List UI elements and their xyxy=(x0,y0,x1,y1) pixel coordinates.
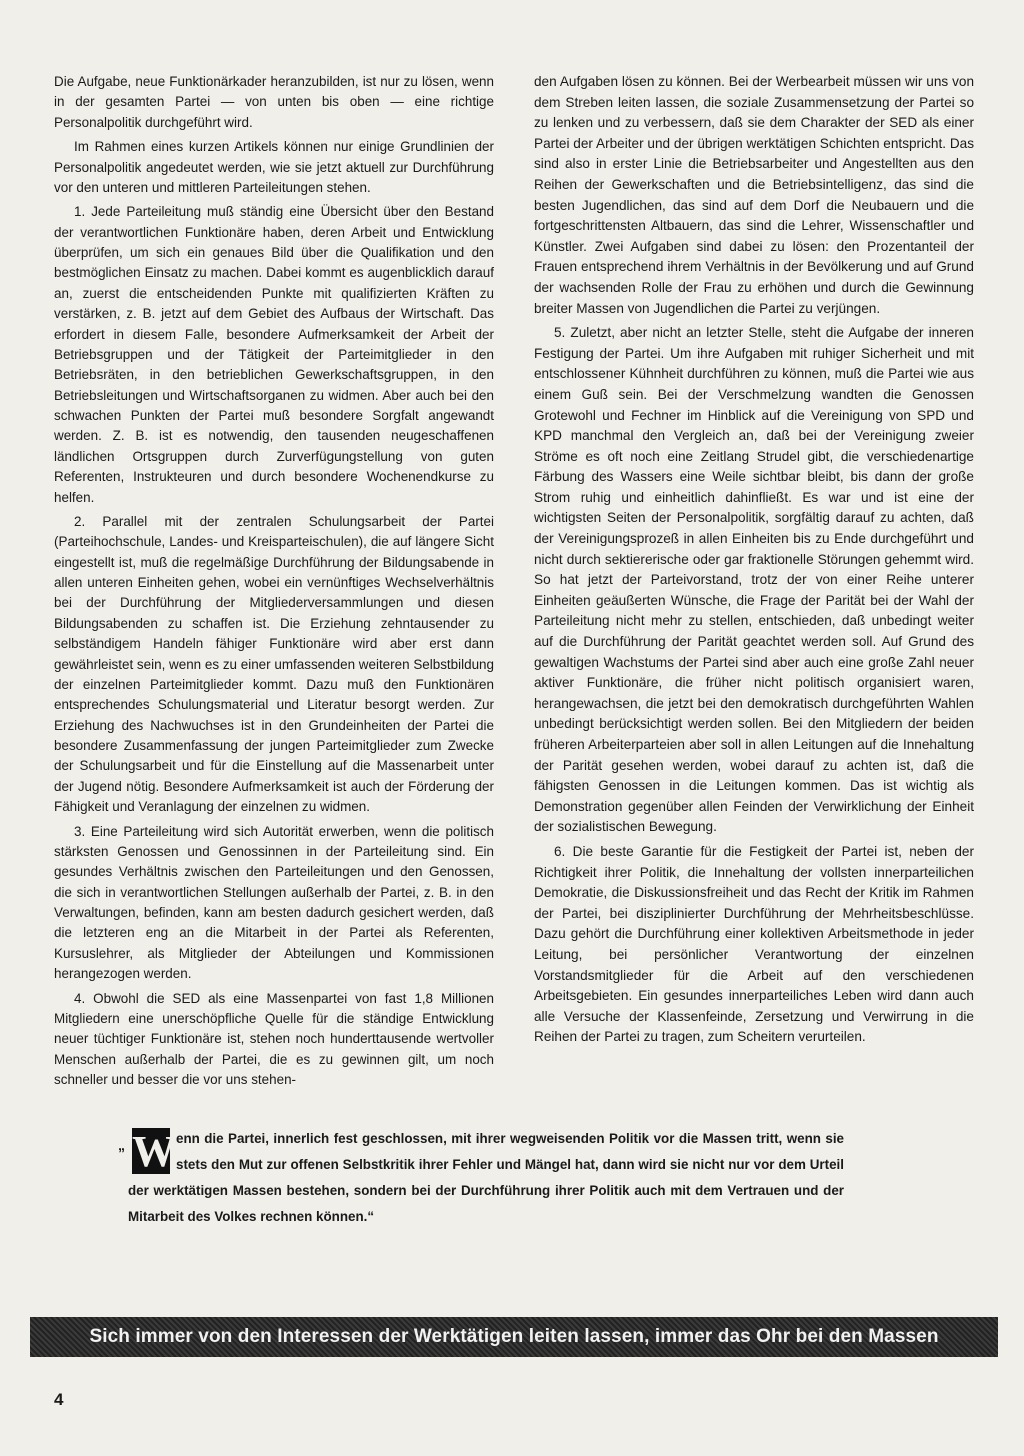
paragraph: 2. Parallel mit der zentralen Schulungsarbeit der Partei (Parteihochschule, Landes- und Kreisparteischulen), die auf längere Sicht eingestellt ist, muß die regelmäßige Durchführung der Bildungsabende in allen unteren Einheiten gehen, wobei ein vernünftiges Wechselverhältnis bei der Durchführung der Mitgliederversammlungen und diesen Bildungsabenden zu schaffen ist. Die Erziehung zehntausender zu selbständigem Handeln fähiger Funktionäre wird aber erst dann gewährleistet sein, wenn es zu einer umfassenden weiteren Selbstbildung der einzelnen Parteimitglieder kommt. Dazu muß den Funktionären entsprechendes Schulungsmaterial und Literatur besorgt werden. Zur Erziehung des Nachwuchses ist in den Grundeinheiten der Partei die besondere Zusammenfassung der jungen Parteimitglieder zum Zwecke der Schulungsarbeit und für die Einstellung auf die Massenarbeit unter der Jugend nötig. Besondere Aufmerksamkeit ist auch der Förderung der Fähigkeit und Veranlagung der einzelnen zu widmen. xyxy=(54,513,494,815)
drop-cap-initial: W xyxy=(132,1127,176,1176)
paragraph: Die Aufgabe, neue Funktionärkader heranzubilden, ist nur zu lösen, wenn in der gesamten Partei — von unten bis oben — eine richtige Personalpolitik durchgeführt wird. xyxy=(54,74,494,130)
paragraph: den Aufgaben lösen zu können. Bei der Werbearbeit müssen wir uns von dem Streben leiten lassen, die soziale Zusammensetzung der Partei so zu lenken und zu verbessern, daß sie dem Charakter der SED als einer Partei der Arbeiter und der übrigen werktätigen Schichten entspricht. Das sind also in erster Linie die Betriebsarbeiter und Angestellten aus den Reihen der Gewerkschaften und die Betriebsintelligenz, das sind die besten Jugendlichen, das sind auf dem Dorf die Neubauern und die fortgeschrittensten Altbauern, das sind die Lehrer, Wissenschaftler und Künstler. Zwei Aufgaben sind dabei zu lösen: den Prozentanteil der Frauen entsprechend ihrem Verhältnis in der Bevölkerung und auf Grund der wachsenden Rolle der Frau zu erhöhen und durch die Gewinnung breiter Massen von Jugendlichen die Partei zu verjüngen. xyxy=(534,74,974,316)
paragraph: 4. Obwohl die SED als eine Massenpartei von fast 1,8 Millionen Mitgliedern eine unerschöpfliche Quelle für die ständige Entwicklung neuer tüchtiger Funktionäre ist, stehen noch hunderttausende wertvoller Menschen außerhalb der Partei, die es zu gewinnen gilt, um noch schneller und besser die vor uns stehen- xyxy=(54,990,494,1087)
paragraph: 6. Die beste Garantie für die Festigkeit der Partei ist, neben der Richtigkeit ihrer Politik, die Innehaltung der vollsten innerparteilichen Demokratie, die Diskussionsfreiheit und das Recht der Kritik im Rahmen der Partei, bei disziplinierter Durchführung der Mehrheitsbeschlüsse. Dazu gehört die Durchführung einer kollektiven Arbeitsmethode in jeder Leitung, bei persönlicher Verantwortung der einzelnen Vorstandsmitglieder für die Arbeit auf den verschiedenen Arbeitsgebieten. Ein gesundes innerparteiliches Leben wird dann auch alle Versuche der Klassenfeinde, Zersetzung und Verwirrung in die Reihen der Partei zu tragen, zum Scheitern verurteilen. xyxy=(534,843,974,1045)
paragraph: 5. Zuletzt, aber nicht an letzter Stelle, steht die Aufgabe der inneren Festigung der Partei. Um ihre Aufgaben mit ruhiger Sicherheit und mit entschlossener Kühnheit durchführen zu können, muß die Partei wie aus einem Guß sein. Bei der Verschmelzung wandten die Genossen Grotewohl und Fechner im Hinblick auf die Vereinigung von SPD und KPD manchmal den Vergleich an, daß bei der Vereinigung zweier Ströme es oft noch eine Zeitlang Strudel gibt, die verschiedenartige Färbung des Wassers eine Weile sichtbar bleibt, bis dann der große Strom ruhig und einheitlich dahinfließt. Es war und ist eine der wichtigsten Seiten der Personalpolitik, sorgfältig darauf zu achten, daß der Vereinigungsprozeß in allen Einheiten bis zu Ende durchgeführt und nicht durch sektiererische oder gar fraktionelle Störungen gehemmt wird. So hat jetzt der Parteivorstand, trotz der von einer Reihe unterer Einheiten geäußerten Wünsche, die Frage der Parität bei der Wahl der Parteileitung nicht mehr zu stellen, entschieden, daß unbedingt weiter auf die Durchführung der Parität geachtet werden soll. Auf Grund des gewaltigen Wachstums der Partei sind aber auch eine große Zahl neuer aktiver Funktionäre, die früher nicht politisch organisiert waren, herangewachsen, die jetzt bei den demokratisch durchgeführten Wahlen unbedingt berücksichtigt werden sollen. Bei den Mitgliedern der beiden früheren Arbeiterparteien aber soll in allen Leitungen auf die Innehaltung der Parität gesehen werden, wobei darauf zu achten ist, daß die fähigsten Genossen in die Leitungen kommen. Das ist wichtig als Demonstration gegenüber allen Feinden der Verwirklichung der Einheit der sozialistischen Bewegung. xyxy=(534,325,974,835)
paragraph: 1. Jede Parteileitung muß ständig eine Übersicht über den Bestand der verantwortlichen Funktionäre haben, deren Arbeit und Entwicklung überprüfen, um sich ein genaues Bild über die Qualifikation und den bestmöglichen Einsatz zu machen. Dabei kommt es augenblicklich darauf an, zuerst die entscheidenden Punkte mit qualifizierten Kräften zu verstärken, z. B. jetzt auf dem Gebiet des Aufbaus der Wirtschaft. Das erfordert in diesem Falle, besondere Aufmerksamkeit der Arbeit der Betriebsgruppen und der Tätigkeit der Parteimitglieder in den Betriebsräten, in den betrieblichen Gewerkschaftsgruppen, in den Betriebsleitungen und Wirtschaftsorganen zu widmen. Aber auch bei den schwachen Punkten der Partei muß besondere Sorgfalt angewandt werden. Z. B. ist es notwendig, den tausenden neugeschaffenen ländlichen Ortsgruppen durch Zurverfügungstellung von guten Referenten, Instrukteuren und durch besondere Wochenendkurse zu helfen. xyxy=(54,204,494,505)
paragraph: 3. Eine Parteileitung wird sich Autorität erwerben, wenn die politisch stärksten Genossen und Genossinnen in der Parteileitung sind. Ein gesundes Verhältnis zwischen den Parteileitungen und den Genossen, die sich in verantwortlichen Stellungen außerhalb der Partei, z. B. in den Verwaltungen, befinden, kann am besten dadurch gesichert werden, daß die letzteren eng an die Mitarbeit in der Partei als Referenten, Kursuslehrer, als Mitglieder der Abteilungen und Kommissionen herangezogen werden. xyxy=(54,823,494,982)
quote-text: enn die Partei, innerlich fest geschlossen, mit ihrer wegweisenden Politik vor die Massen tritt, wenn sie stets den Mut zur offenen Selbstkritik ihrer Fehler und Mängel hat, dann wird sie nicht nur vor dem Urteil der werktätigen Massen bestehen, sondern bei der Durchführung ihrer Politik auch mit dem Vertrauen und der Mitarbeit des Volkes rechnen können.“ xyxy=(128,1131,844,1224)
paragraph: Im Rahmen eines kurzen Artikels können nur einige Grundlinien der Personalpolitik angedeutet werden, wie sie jetzt aktuell zur Durchführung vor den unteren und mittleren Parteileitungen stehen. xyxy=(54,139,494,195)
quote-open-mark: „ xyxy=(118,1137,125,1153)
pull-quote xyxy=(118,1126,844,1230)
page-number: 4 xyxy=(54,1390,64,1409)
right-column xyxy=(534,72,974,1114)
article-columns xyxy=(54,72,974,1114)
slogan-text: Sich immer von den Interessen der Werktätigen leiten lassen, immer das Ohr bei den Massen xyxy=(89,1326,939,1347)
left-column xyxy=(54,72,494,1114)
slogan-banner xyxy=(30,1317,998,1357)
